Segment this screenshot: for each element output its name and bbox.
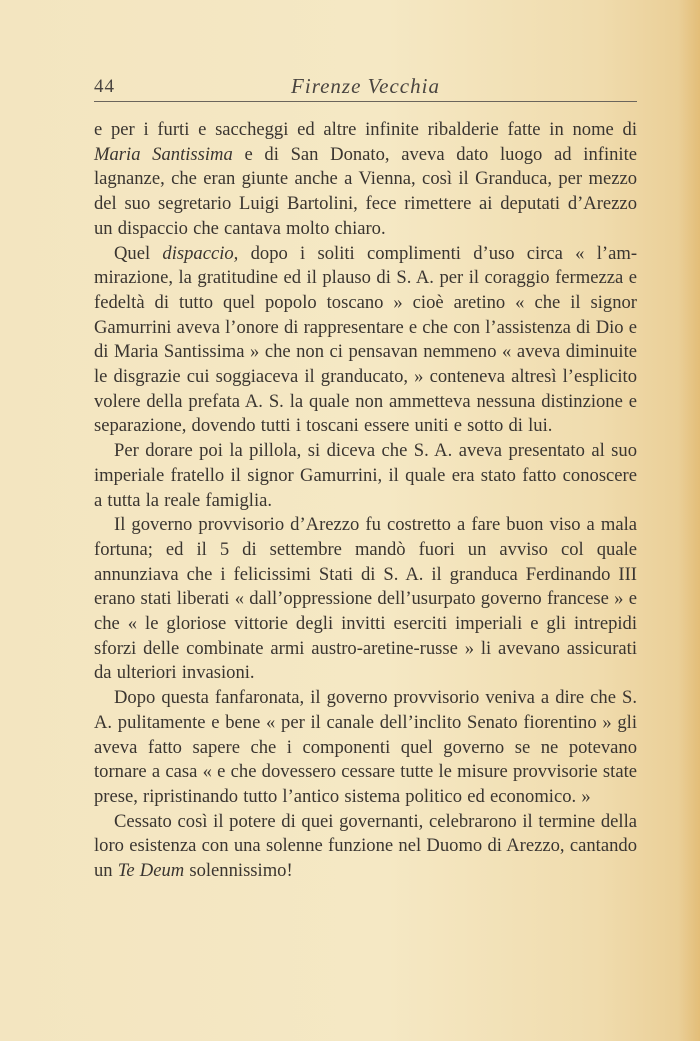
paragraph-3 xyxy=(94,439,637,513)
paragraph-6-segment-1: Cessato così il potere di quei governanti, celebrarono il termine della loro esistenza con una solenne funzione nel Duomo di Arezzo, cantando un xyxy=(94,810,637,882)
paragraph-2-segment-3: dopo i soliti complimenti d’uso circa « l’ammirazione, la gratitudine ed il plauso di S. A. per il coraggio fermezza e fedeltà di tutto quel popolo toscano » cioè aretino « che il signor Gamurrini aveva l’onore di rappresentare e che con l’assistenza di Dio e di Maria Santissima » che non ci pensavan nemmeno « aveva diminuite le disgrazie cui soggiaceva il granducato, » conteneva altresì l’esplicito volere della prefata A. S. la quale non ammetteva nessuna distinzione e separazione, dovendo tutti i toscani essere uniti e sotto di lui. xyxy=(94,242,638,437)
paragraph-2-segment-2: dispaccio, xyxy=(162,242,239,264)
paragraph-1-segment-3: e di San Donato, aveva dato luogo ad infinite lagnanze, che eran giunte anche a Vienna, così il Granduca, per mezzo del suo segretario Luigi Bartolini, fece rimettere ai deputati d’Arezzo un dispaccio che cantava molto chiaro. xyxy=(94,143,637,239)
running-title: Firenze Vecchia xyxy=(291,74,440,98)
paragraph-6 xyxy=(94,810,637,884)
paragraph-1 xyxy=(94,118,637,242)
paragraph-4 xyxy=(94,513,637,686)
paragraph-4-segment-1: Il governo provvisorio d’Arezzo fu costretto a fare buon viso a mala fortuna; ed il 5 di settembre mandò fuori un avviso col quale annunziava che i felicissimi Stati di S. A. il granduca Ferdinando III erano stati liberati « dall’oppressione dell’usurpato governo francese » e che « le gloriose vittorie degli invitti eserciti imperiali e gli intrepidi sforzi delle combinate armi austro-aretine-russe » li avevano assicurati da ulteriori invasioni. xyxy=(94,514,637,684)
paragraph-2 xyxy=(94,242,637,440)
paragraph-5 xyxy=(94,686,637,810)
page-number: 44 xyxy=(94,76,115,97)
header-rule xyxy=(94,101,637,102)
paragraph-2-segment-1: Quel xyxy=(114,242,163,264)
paragraph-5-segment-1: Dopo questa fanfaronata, il governo provvisorio veniva a dire che S. A. pulitamente e bene « per il canale dell’inclito Senato fiorentino » gli aveva fatto sapere che i componenti quel governo se ne potevano tornare a casa « e che dovessero cessare tutte le misure provvisorie state prese, ripristinando tutto l’antico sistema politico ed economico. » xyxy=(94,687,637,807)
page-header xyxy=(94,74,637,104)
paragraph-6-segment-2: Te Deum xyxy=(117,860,185,882)
body-text xyxy=(94,118,637,884)
paragraph-1-segment-2: Maria Santissima xyxy=(94,143,233,165)
paragraph-1-segment-1: e per i furti e saccheggi ed altre infinite ribalderie fatte in nome di xyxy=(94,119,637,140)
paragraph-3-segment-1: Per dorare poi la pillola, si diceva che S. A. aveva presentato al suo imperiale fratello il signor Gamurrini, il quale era stato fatto conoscere a tutta la reale famiglia. xyxy=(94,440,637,511)
page-edge-shading xyxy=(678,0,700,1041)
paragraph-6-segment-3: solennissimo! xyxy=(184,860,293,882)
